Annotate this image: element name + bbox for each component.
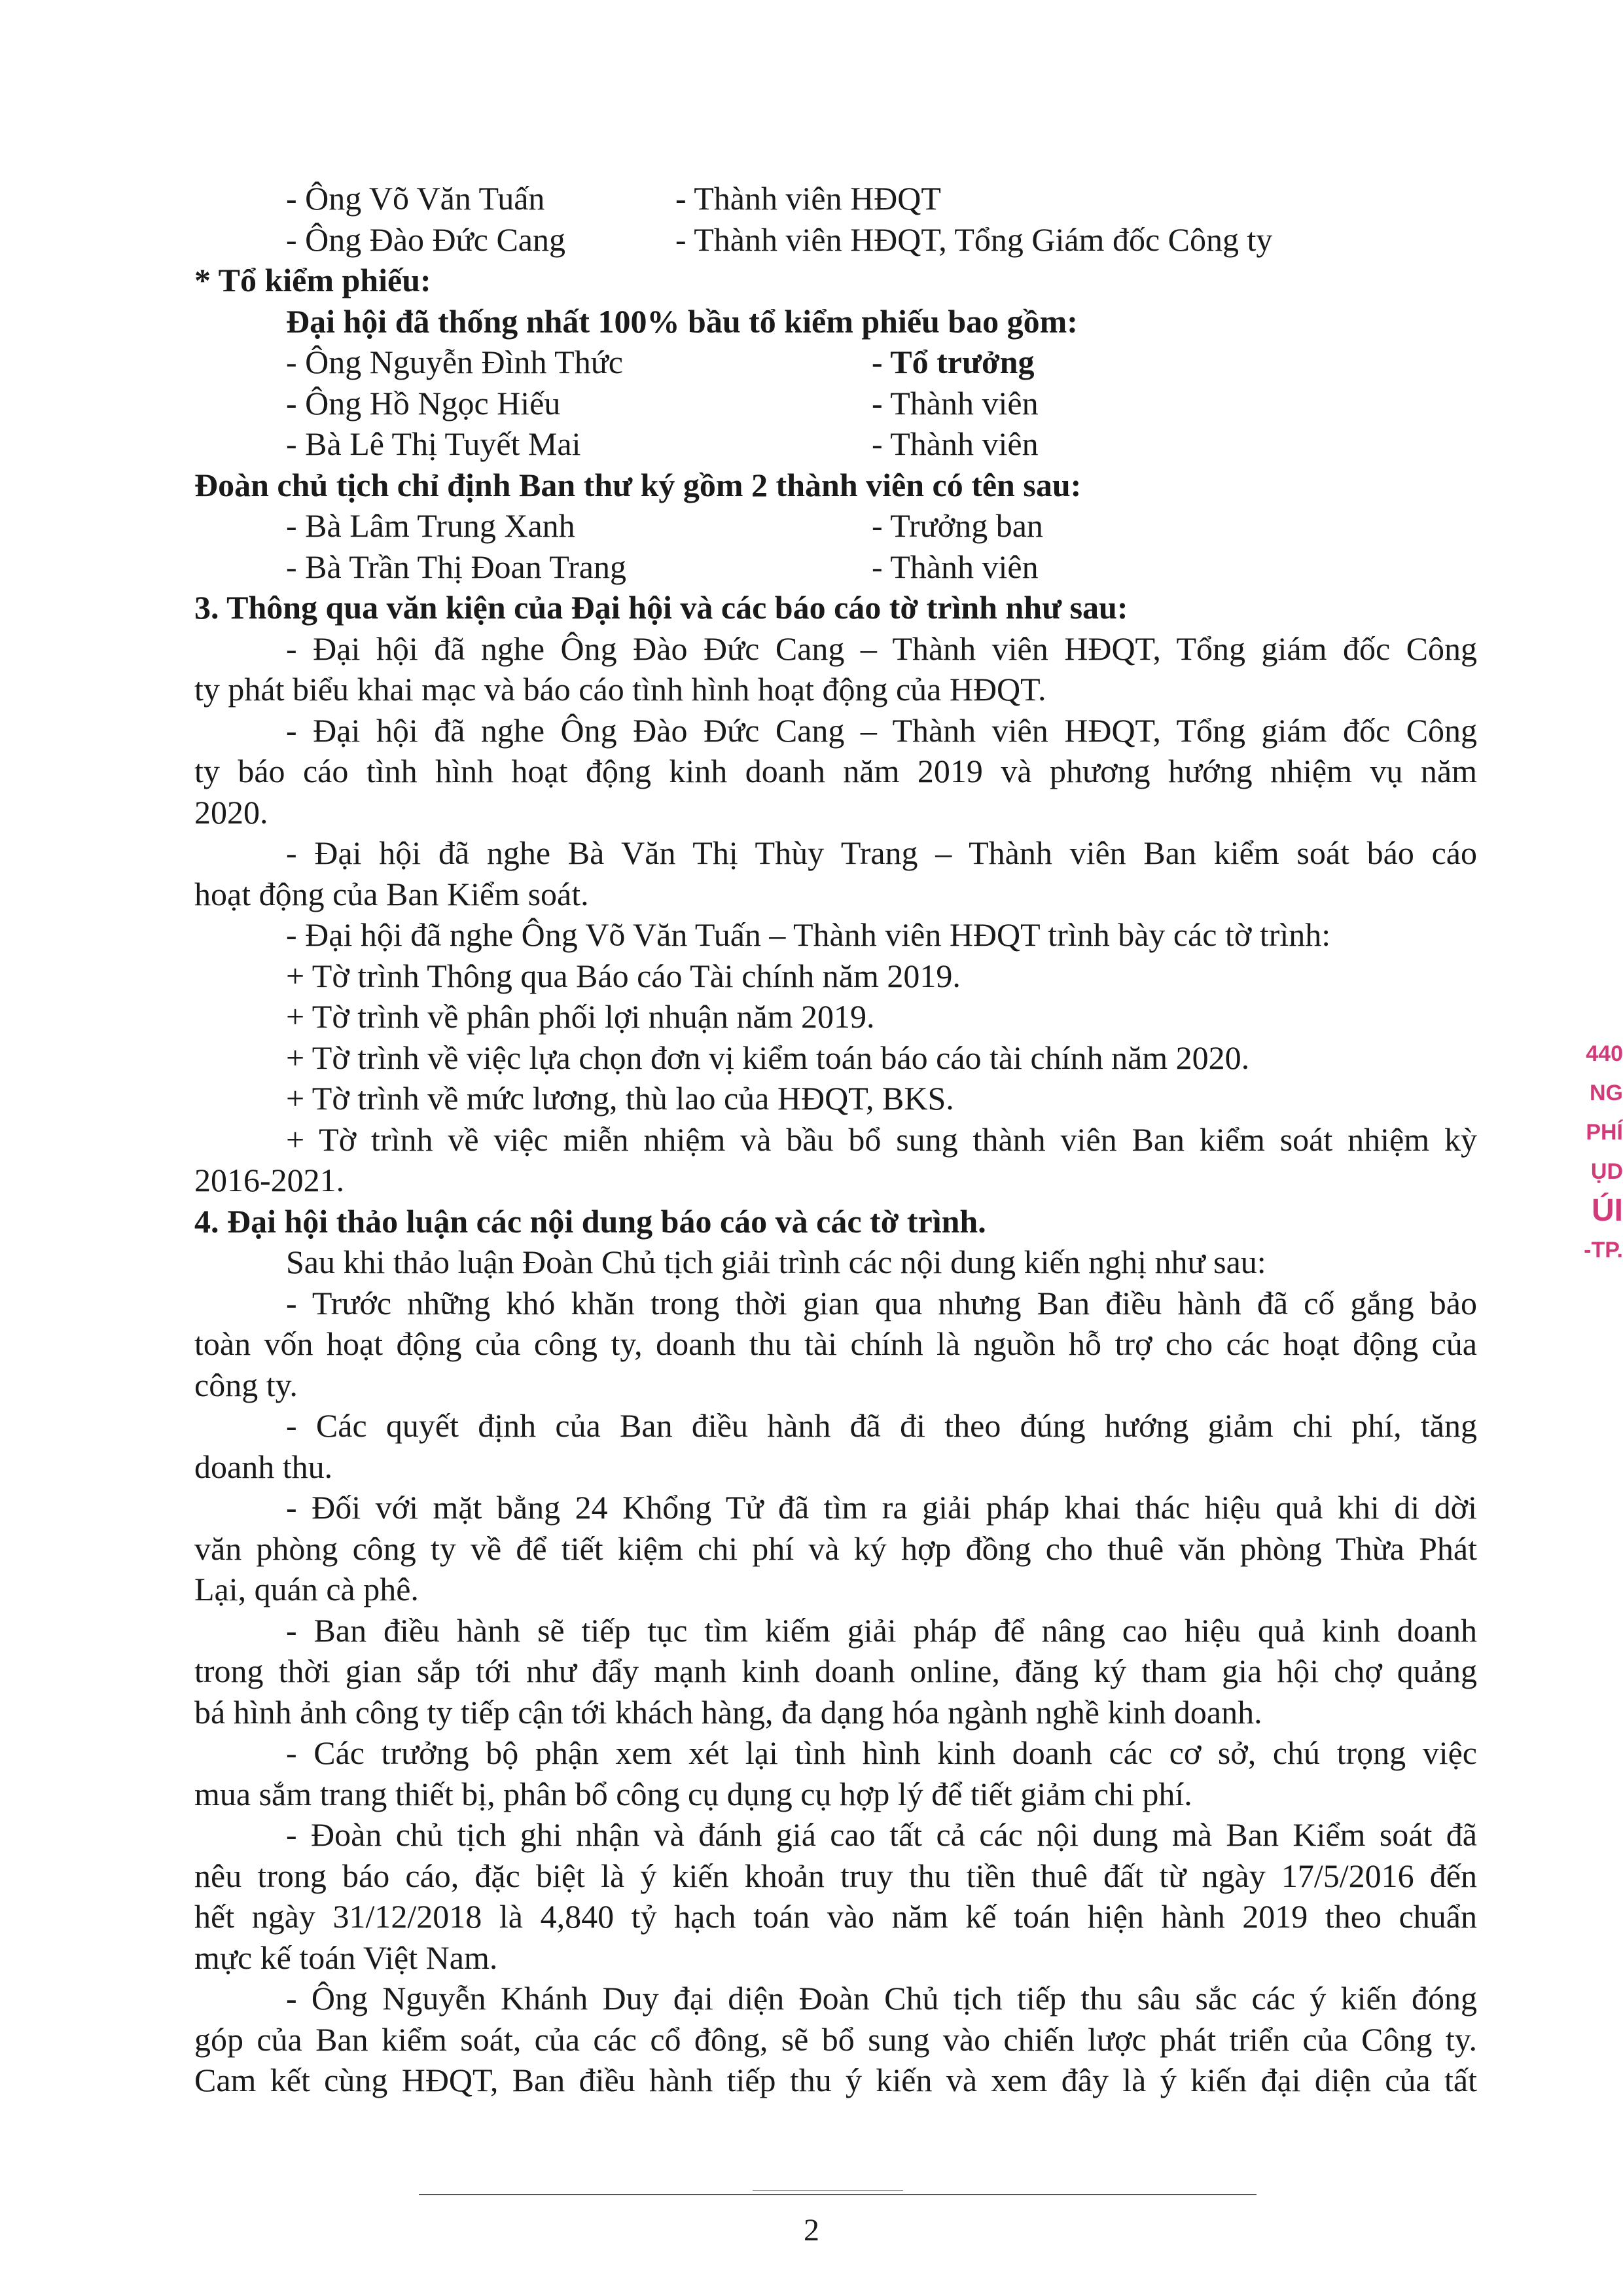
- document-body: [194, 178, 1477, 2101]
- page-number: 2: [804, 2213, 819, 2248]
- member-role: - Trưởng ban: [872, 507, 1043, 544]
- committee-row: [194, 423, 1477, 465]
- paragraph-line: - Ông Nguyễn Khánh Duy đại diện Đoàn Chủ tịch tiếp thu sâu sắc các ý kiến đóng: [286, 1980, 1477, 2017]
- committee-row: [194, 342, 1477, 383]
- stamp-text: ỤD: [1590, 1159, 1623, 1184]
- member-role: - Thành viên: [872, 384, 1039, 422]
- paragraph-line: - Đối với mặt bằng 24 Khổng Tử đã tìm ra giải pháp khai thác hiệu quả khi di dời: [286, 1489, 1477, 1526]
- paragraph-line: hoạt động của Ban Kiểm soát.: [194, 875, 589, 912]
- section-heading-3: 3. Thông qua văn kiện của Đại hội và các báo cáo tờ trình như sau:: [194, 589, 1128, 626]
- vote-counting-intro: Đại hội đã thống nhất 100% bầu tổ kiểm phiếu bao gồm:: [286, 302, 1078, 340]
- paragraph-line: - Ban điều hành sẽ tiếp tục tìm kiếm giải pháp để nâng cao hiệu quả kinh doanh: [286, 1611, 1477, 1649]
- paragraph-line: - Đoàn chủ tịch ghi nhận và đánh giá cao tất cả các nội dung mà Ban Kiểm soát đã: [286, 1816, 1477, 1853]
- list-item: + Tờ trình về phân phối lợi nhuận năm 2019.: [286, 998, 875, 1035]
- paragraph-line: toàn vốn hoạt động của công ty, doanh thu tài chính là nguồn hỗ trợ cho các hoạt động của: [194, 1325, 1477, 1362]
- attendee-name: - Ông Võ Văn Tuấn: [286, 180, 545, 217]
- stamp-text: -TP.: [1584, 1238, 1623, 1263]
- paragraph-line: - Đại hội đã nghe Ông Đào Đức Cang – Thành viên HĐQT, Tổng giám đốc Công: [286, 711, 1477, 749]
- paragraph-line: trong thời gian sắp tới như đẩy mạnh kinh doanh online, đăng ký tham gia hội chợ quảng: [194, 1653, 1477, 1689]
- list-item: + Tờ trình Thông qua Báo cáo Tài chính năm 2019.: [286, 957, 961, 994]
- paragraph-line: - Các trưởng bộ phận xem xét lại tình hình kinh doanh các cơ sở, chú trọng việc: [286, 1734, 1477, 1771]
- stamp-text: 440: [1586, 1041, 1623, 1066]
- attendee-role: - Thành viên HĐQT: [675, 180, 941, 217]
- footer-divider-short: [753, 2190, 903, 2191]
- paragraph-line: ty báo cáo tình hình hoạt động kinh doanh năm 2019 và phương hướng nhiệm vụ năm: [194, 753, 1477, 789]
- secretariat-row: [194, 505, 1477, 547]
- paragraph-line: công ty.: [194, 1366, 298, 1403]
- paragraph-line: nêu trong báo cáo, đặc biệt là ý kiến khoản truy thu tiền thuê đất từ ngày 17/5/2016 đến: [194, 1857, 1477, 1894]
- paragraph-line: mua sắm trang thiết bị, phân bổ công cụ dụng cụ hợp lý để tiết giảm chi phí.: [194, 1775, 1192, 1812]
- paragraph-line: ty phát biểu khai mạc và báo cáo tình hình hoạt động của HĐQT.: [194, 671, 1046, 708]
- paragraph-line: - Các quyết định của Ban điều hành đã đi theo đúng hướng giảm chi phí, tăng: [286, 1407, 1477, 1444]
- paragraph-line: - Trước những khó khăn trong thời gian qua nhưng Ban điều hành đã cố gắng bảo: [286, 1284, 1477, 1321]
- member-name: - Ông Hồ Ngọc Hiếu: [286, 384, 561, 422]
- paragraph-line: góp của Ban kiểm soát, của các cổ đông, sẽ bổ sung vào chiến lược phát triển của Công ty.: [194, 2020, 1477, 2058]
- paragraph-line: bá hình ảnh công ty tiếp cận tới khách hàng, đa dạng hóa ngành nghề kinh doanh.: [194, 1693, 1262, 1731]
- paragraph-line: Sau khi thảo luận Đoàn Chủ tịch giải trình các nội dung kiến nghị như sau:: [286, 1244, 1266, 1280]
- paragraph-line: hết ngày 31/12/2018 là 4,840 tỷ hạch toán vào năm kế toán hiện hành 2019 theo chuẩn: [194, 1898, 1477, 1935]
- member-role: - Tổ trưởng: [872, 344, 1035, 380]
- paragraph-line: văn phòng công ty về để tiết kiệm chi phí và ký hợp đồng cho thuê văn phòng Thừa Phát: [194, 1530, 1477, 1567]
- section-heading-vote-counting: * Tổ kiểm phiếu:: [194, 262, 431, 298]
- seal-stamp-fragment: [1564, 1034, 1623, 1270]
- secretariat-row: [194, 547, 1477, 588]
- paragraph-line: 2020.: [194, 793, 268, 831]
- attendee-row: [194, 178, 1477, 219]
- paragraph-line: doanh thu.: [194, 1448, 333, 1485]
- paragraph-line: - Đại hội đã nghe Ông Võ Văn Tuấn – Thành viên HĐQT trình bày các tờ trình:: [286, 916, 1331, 953]
- member-role: - Thành viên: [872, 548, 1039, 585]
- committee-row: [194, 383, 1477, 424]
- attendee-role: - Thành viên HĐQT, Tổng Giám đốc Công ty: [675, 221, 1273, 258]
- list-item: + Tờ trình về việc miễn nhiệm và bầu bổ sung thành viên Ban kiểm soát nhiệm kỳ: [286, 1121, 1477, 1158]
- member-name: - Bà Lê Thị Tuyết Mai: [286, 425, 581, 462]
- member-name: - Bà Lâm Trung Xanh: [286, 507, 575, 544]
- paragraph-line: - Đại hội đã nghe Bà Văn Thị Thùy Trang – Thành viên Ban kiểm soát báo cáo: [286, 834, 1477, 871]
- footer-divider: [419, 2194, 1257, 2195]
- paragraph-line: - Đại hội đã nghe Ông Đào Đức Cang – Thành viên HĐQT, Tổng giám đốc Công: [286, 630, 1477, 667]
- stamp-text: NG: [1590, 1081, 1623, 1105]
- member-role: - Thành viên: [872, 425, 1039, 462]
- stamp-text: ÚI: [1592, 1193, 1623, 1228]
- list-item: + Tờ trình về mức lương, thù lao của HĐQT, BKS.: [286, 1080, 954, 1117]
- list-item: + Tờ trình về việc lựa chọn đơn vị kiểm toán báo cáo tài chính năm 2020.: [286, 1039, 1250, 1076]
- stamp-text: PHÍ: [1586, 1120, 1623, 1145]
- paragraph-line: Lại, quán cà phê.: [194, 1571, 419, 1607]
- paragraph-line: 2016-2021.: [194, 1162, 345, 1198]
- attendee-row: [194, 219, 1477, 260]
- paragraph-line: Cam kết cùng HĐQT, Ban điều hành tiếp thu ý kiến và xem đây là ý kiến đại diện của tất: [194, 2062, 1477, 2098]
- section-heading-4: 4. Đại hội thảo luận các nội dung báo cáo và các tờ trình.: [194, 1202, 986, 1240]
- secretariat-heading: Đoàn chủ tịch chỉ định Ban thư ký gồm 2 thành viên có tên sau:: [194, 466, 1082, 503]
- paragraph-line: mực kế toán Việt Nam.: [194, 1939, 498, 1976]
- member-name: - Ông Nguyễn Đình Thức: [286, 344, 623, 380]
- attendee-name: - Ông Đào Đức Cang: [286, 221, 566, 258]
- member-name: - Bà Trần Thị Đoan Trang: [286, 548, 626, 585]
